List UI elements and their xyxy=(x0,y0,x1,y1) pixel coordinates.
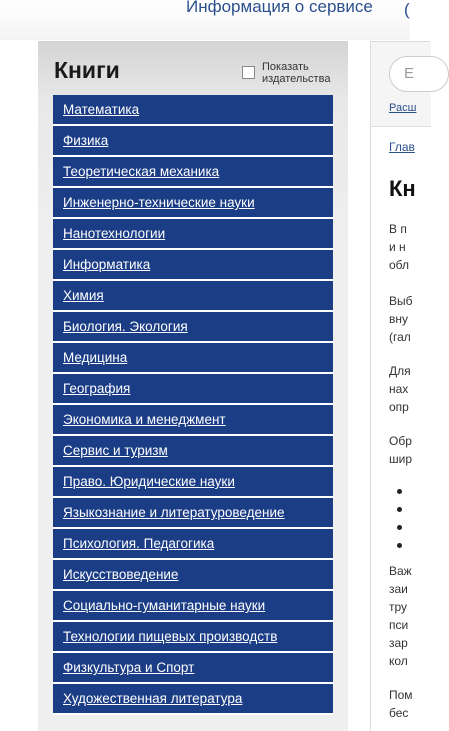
bullet-1 xyxy=(397,489,402,494)
page-title: Кн xyxy=(389,176,416,201)
paragraph-4: Обр шир xyxy=(389,434,413,466)
bullet-2 xyxy=(397,507,402,512)
category-link[interactable]: Медицина xyxy=(63,350,128,365)
category-list xyxy=(53,95,333,715)
category-item[interactable] xyxy=(53,281,333,312)
category-link[interactable]: Нанотехнологии xyxy=(63,226,166,241)
bullet-4 xyxy=(397,543,402,548)
category-link[interactable]: Теоретическая механика xyxy=(63,164,220,179)
category-item[interactable] xyxy=(53,343,333,374)
category-item[interactable] xyxy=(53,529,333,560)
category-item[interactable] xyxy=(53,126,333,157)
search-input[interactable]: Е xyxy=(389,56,449,92)
category-item[interactable] xyxy=(53,653,333,684)
search-area xyxy=(371,42,431,127)
category-link[interactable]: Языкознание и литературоведение xyxy=(63,505,285,520)
category-item[interactable] xyxy=(53,560,333,591)
category-link[interactable]: География xyxy=(63,381,131,396)
category-item[interactable] xyxy=(53,219,333,250)
books-sidebar xyxy=(38,41,348,731)
paragraph-3: Для нах опр xyxy=(389,364,411,414)
category-link[interactable]: Физкультура и Спорт xyxy=(63,660,195,675)
paragraph-2: Выб вну (гал xyxy=(389,294,413,344)
category-link[interactable]: Художественная литература xyxy=(63,691,243,706)
category-item[interactable] xyxy=(53,684,333,715)
category-item[interactable] xyxy=(53,374,333,405)
category-link[interactable]: Инженерно-технические науки xyxy=(63,195,255,210)
category-link[interactable]: Информатика xyxy=(63,257,151,272)
category-item[interactable] xyxy=(53,95,333,126)
category-item[interactable] xyxy=(53,157,333,188)
category-link[interactable]: Биология. Экология xyxy=(63,319,188,334)
sidebar-title: Книги xyxy=(54,57,120,83)
category-link[interactable]: Химия xyxy=(63,288,104,303)
breadcrumb[interactable]: Глав xyxy=(389,140,415,154)
category-link[interactable]: Технологии пищевых производств xyxy=(63,629,278,644)
show-publishers-checkbox[interactable] xyxy=(242,66,255,79)
category-item[interactable] xyxy=(53,467,333,498)
paragraph-6: Пом бес xyxy=(389,688,413,720)
category-item[interactable] xyxy=(53,250,333,281)
paragraph-5: Важ заи тру пси зар кол xyxy=(389,564,412,668)
service-info-link[interactable]: Информация о сервисе xyxy=(186,0,373,16)
top-bar xyxy=(0,0,410,40)
category-item[interactable] xyxy=(53,498,333,529)
category-link[interactable]: Физика xyxy=(63,133,109,148)
category-item[interactable] xyxy=(53,622,333,653)
bullet-3 xyxy=(397,525,402,530)
paragraph-1: В п и н обл xyxy=(389,222,410,272)
category-link[interactable]: Искусствоведение xyxy=(63,567,179,582)
category-link[interactable]: Математика xyxy=(63,102,140,117)
category-item[interactable] xyxy=(53,312,333,343)
top-cut-text: ( xyxy=(404,0,410,19)
category-link[interactable]: Экономика и менеджмент xyxy=(63,412,226,427)
category-link[interactable]: Право. Юридические науки xyxy=(63,474,235,489)
category-item[interactable] xyxy=(53,405,333,436)
advanced-search-link[interactable]: Расш xyxy=(389,102,417,114)
category-link[interactable]: Психология. Педагогика xyxy=(63,536,215,551)
main-content xyxy=(370,41,430,731)
show-publishers-label: Показать издательства xyxy=(262,61,331,85)
category-link[interactable]: Социально-гуманитарные науки xyxy=(63,598,266,613)
category-item[interactable] xyxy=(53,188,333,219)
category-item[interactable] xyxy=(53,436,333,467)
category-link[interactable]: Сервис и туризм xyxy=(63,443,168,458)
category-item[interactable] xyxy=(53,591,333,622)
